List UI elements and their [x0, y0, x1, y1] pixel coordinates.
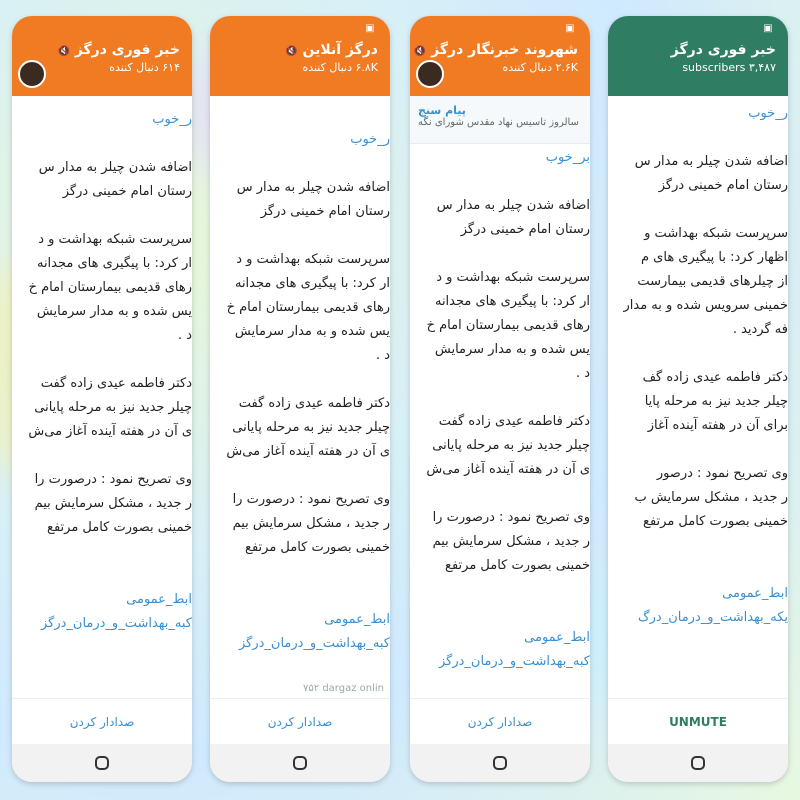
unmute-bar[interactable] — [410, 698, 590, 744]
view-count: ۷۵۲ dargaz onlin — [303, 683, 384, 694]
channel-title-text: درگز آنلاین — [302, 42, 378, 58]
message-line: دکتر فاطمه عیدی زاده گفت — [438, 414, 590, 429]
message-line: اظهار کرد: با پیگیری های م — [641, 250, 788, 265]
message-line: ی آن در هفته آینده آغاز می‌ش — [226, 444, 390, 459]
message-line: سرپرست شبکه بهداشت و د — [236, 252, 390, 267]
home-button-icon[interactable] — [691, 756, 705, 770]
message-line: ر_خوب — [350, 132, 390, 147]
message-line: خمینی بصورت کامل مرتفع — [245, 540, 390, 555]
channel-title-text: خبر فوری درگز — [670, 42, 776, 58]
message-spacer — [210, 152, 390, 176]
message-line: بر_خوب — [545, 150, 590, 165]
home-button-icon[interactable] — [293, 756, 307, 770]
message-spacer — [210, 368, 390, 392]
message-line: سرپرست شبکه بهداشت و د — [38, 232, 192, 247]
message-spacer — [410, 242, 590, 266]
message-line: کبه_بهداشت_و_درمان_درگز — [238, 636, 390, 651]
system-navbar — [608, 744, 788, 782]
unmute-button[interactable]: صدادار کردن — [69, 714, 135, 729]
channel-title — [413, 42, 578, 58]
message-line: ار کرد: با پیگیری های مجدانه — [434, 294, 590, 309]
message-line: خمینی سرویس شده و به مدار — [623, 298, 788, 313]
message-line: اضافه شدن چیلر به مدار س — [436, 198, 590, 213]
muted-icon: 🔇 — [285, 46, 298, 57]
system-navbar — [12, 744, 192, 782]
subscriber-count: ۶۱۴ دنبال کننده — [109, 61, 180, 74]
message-line: رهای قدیمی بیمارستان امام خ — [226, 300, 390, 315]
message-line: ر جدید ، مشکل سرمایش بیم — [432, 534, 590, 549]
pin-icon: ▣ — [565, 23, 575, 34]
channel-avatar[interactable] — [416, 60, 444, 88]
channel-header[interactable] — [410, 16, 590, 96]
message-line: رستان امام خمینی درگز — [62, 184, 192, 199]
message-line: سرپرست شبکه بهداشت و د — [436, 270, 590, 285]
message-line: ابط_عمومی — [524, 630, 590, 645]
message-body — [410, 146, 590, 686]
message-line: رستان امام خمینی درگز — [658, 178, 788, 193]
message-spacer — [210, 224, 390, 248]
message-spacer — [410, 170, 590, 194]
message-line: د . — [375, 348, 390, 363]
message-line: رهای قدیمی بیمارستان امام خ — [426, 318, 590, 333]
subscriber-count: ۳,۴۸۷ subscribers — [682, 61, 776, 74]
message-spacer — [210, 584, 390, 608]
message-line: ابط_عمومی — [324, 612, 390, 627]
message-line: اضافه شدن چیلر به مدار س — [38, 160, 192, 175]
message-line: سرپرست شبکه بهداشت و — [644, 226, 788, 241]
message-line: فه گردید . — [732, 322, 788, 337]
unmute-bar[interactable] — [12, 698, 192, 744]
message-line: خمینی بصورت کامل مرتفع — [643, 514, 788, 529]
subscriber-count: ۲.۶K دنبال کننده — [502, 61, 578, 74]
message-spacer — [12, 132, 192, 156]
pinned-message-title: پیام سنج — [418, 104, 466, 117]
message-line: خمینی بصورت کامل مرتفع — [47, 520, 192, 535]
message-line: یس شده و به مدار سرمایش — [36, 304, 192, 319]
home-button-icon[interactable] — [95, 756, 109, 770]
message-line: اضافه شدن چیلر به مدار س — [236, 180, 390, 195]
message-spacer — [12, 564, 192, 588]
message-spacer — [410, 578, 590, 602]
message-line: دکتر فاطمه عیدی زاده گفت — [40, 376, 192, 391]
subscriber-count: ۶.۸K دنبال کننده — [302, 61, 378, 74]
message-line: یس شده و به مدار سرمایش — [434, 342, 590, 357]
system-navbar — [410, 744, 590, 782]
message-line: ر جدید ، مشکل سرمایش ب — [634, 490, 788, 505]
message-spacer — [608, 534, 788, 558]
message-spacer — [410, 602, 590, 626]
unmute-button[interactable]: UNMUTE — [669, 714, 727, 729]
message-line: یس شده و به مدار سرمایش — [234, 324, 390, 339]
channel-title — [240, 42, 378, 58]
muted-icon: 🔇 — [57, 46, 70, 57]
message-line: کبه_بهداشت_و_درمان_درگز — [40, 616, 192, 631]
message-line: خمینی بصورت کامل مرتفع — [445, 558, 590, 573]
unmute-bar[interactable] — [210, 698, 390, 744]
message-line: ر_خوب — [748, 106, 788, 121]
message-line: د . — [177, 328, 192, 343]
message-line: اضافه شدن چیلر به مدار س — [634, 154, 788, 169]
pin-icon: ▣ — [763, 23, 773, 34]
message-spacer — [608, 342, 788, 366]
message-line: وی تصریح نمود : درصورت را — [232, 492, 390, 507]
channel-header[interactable] — [12, 16, 192, 96]
message-line: ر جدید ، مشکل سرمایش بیم — [232, 516, 390, 531]
message-line: چیلر جدید نیز به مرحله پایانی — [432, 438, 590, 453]
message-body — [210, 128, 390, 686]
home-button-icon[interactable] — [493, 756, 507, 770]
message-line: رهای قدیمی بیمارستان امام خ — [28, 280, 192, 295]
message-line: کبه_بهداشت_و_درمان_درگز — [438, 654, 590, 669]
channel-title-text: خبر فوری درگز — [74, 42, 180, 58]
message-line: از چیلرهای قدیمی بیمارست — [637, 274, 788, 289]
message-spacer — [608, 438, 788, 462]
message-line: وی تصریح نمود : درصور — [656, 466, 788, 481]
channel-title — [42, 42, 180, 58]
channel-avatar[interactable] — [18, 60, 46, 88]
message-line: ر_خوب — [152, 112, 192, 127]
message-line: ابط_عمومی — [126, 592, 192, 607]
message-spacer — [12, 444, 192, 468]
pin-icon: ▣ — [365, 23, 375, 34]
unmute-button[interactable]: صدادار کردن — [467, 714, 533, 729]
channel-title-text: شهروند خبرنگار درگز — [431, 42, 578, 58]
message-body — [608, 102, 788, 686]
unmute-button[interactable]: صدادار کردن — [267, 714, 333, 729]
message-spacer — [210, 560, 390, 584]
unmute-bar[interactable] — [608, 698, 788, 744]
message-line: ار کرد: با پیگیری های مجدانه — [36, 256, 192, 271]
message-line: ی آن در هفته آینده آغاز می‌ش — [28, 424, 192, 439]
pinned-message-text: سالروز تاسیس نهاد مقدس شورای نگه — [418, 117, 579, 128]
message-spacer — [608, 198, 788, 222]
channel-header[interactable] — [210, 16, 390, 96]
message-line: دکتر فاطمه عیدی زاده گفت — [238, 396, 390, 411]
phone-screenshot-3 — [410, 16, 590, 782]
system-navbar — [210, 744, 390, 782]
message-line: رستان امام خمینی درگز — [260, 204, 390, 219]
channel-title — [638, 42, 776, 58]
message-spacer — [12, 204, 192, 228]
message-line: ابط_عمومی — [722, 586, 788, 601]
message-line: یکه_بهداشت_و_درمان_درگ — [638, 610, 788, 625]
phone-screenshot-2 — [210, 16, 390, 782]
message-line: د . — [575, 366, 590, 381]
message-line: وی تصریح نمود : درصورت را — [432, 510, 590, 525]
message-line: ی آن در هفته آینده آغاز می‌ش — [426, 462, 590, 477]
message-line: چیلر جدید نیز به مرحله پایا — [644, 394, 788, 409]
message-spacer — [12, 540, 192, 564]
message-spacer — [608, 126, 788, 150]
message-line: وی تصریح نمود : درصورت را — [34, 472, 192, 487]
message-line: چیلر جدید نیز به مرحله پایانی — [232, 420, 390, 435]
phone-screenshot-1 — [12, 16, 192, 782]
channel-header[interactable] — [608, 16, 788, 96]
phone-screenshot-4 — [608, 16, 788, 782]
pinned-message[interactable] — [410, 96, 590, 144]
message-line: ر جدید ، مشکل سرمایش بیم — [34, 496, 192, 511]
message-line: رستان امام خمینی درگز — [460, 222, 590, 237]
message-line: چیلر جدید نیز به مرحله پایانی — [34, 400, 192, 415]
message-body — [12, 108, 192, 686]
message-spacer — [12, 348, 192, 372]
message-line: ار کرد: با پیگیری های مجدانه — [234, 276, 390, 291]
message-spacer — [410, 386, 590, 410]
message-line: برای آن در هفته آینده آغاز — [647, 418, 788, 433]
message-spacer — [410, 482, 590, 506]
muted-icon: 🔇 — [413, 46, 427, 57]
message-line: دکتر فاطمه عیدی زاده گف — [642, 370, 788, 385]
message-spacer — [608, 558, 788, 582]
message-spacer — [210, 464, 390, 488]
